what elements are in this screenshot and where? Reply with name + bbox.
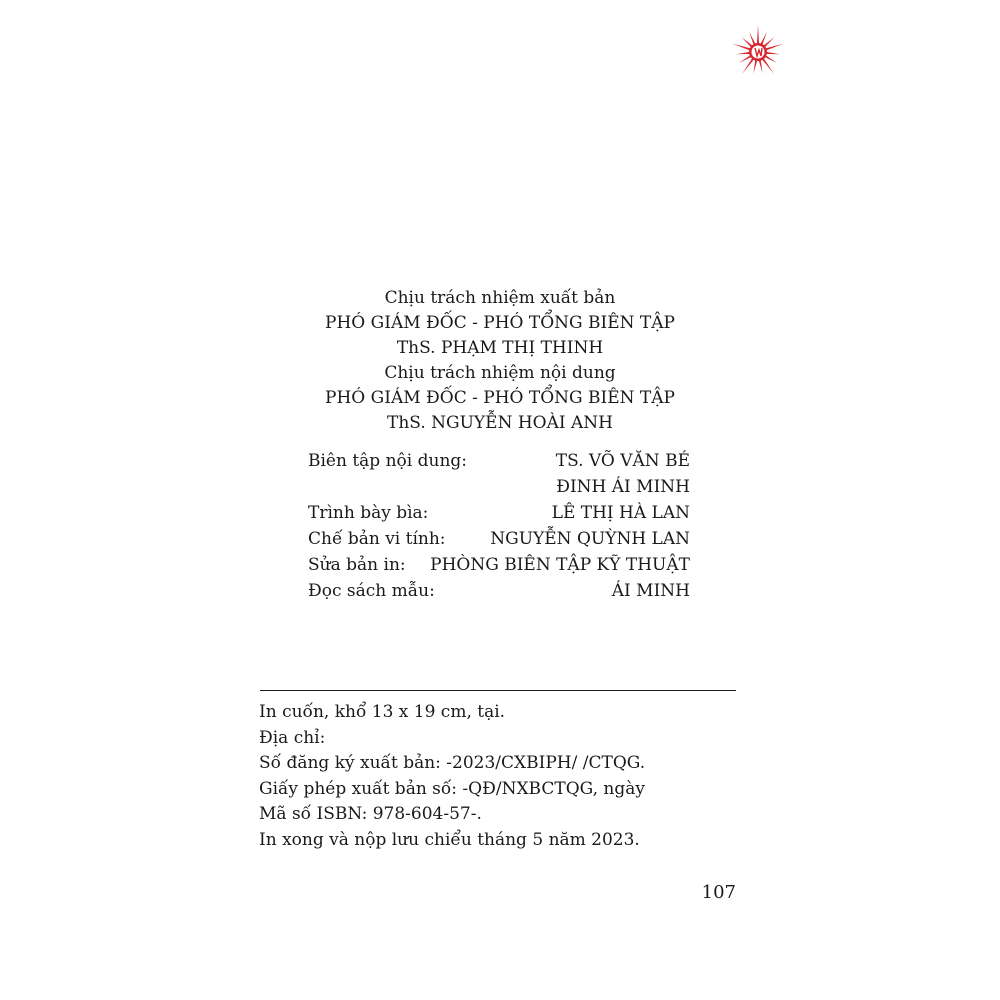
credit-name: ĐINH ÁI MINH: [556, 477, 690, 497]
credit-row: [308, 448, 690, 474]
logo-ray: [757, 25, 759, 45]
credit-name: PHÒNG BIÊN TẬP KỸ THUẬT: [430, 555, 690, 575]
credit-role: Đọc sách mẫu:: [308, 581, 435, 601]
credit-name: ÁI MINH: [611, 581, 690, 601]
publishing-responsibility-label: Chịu trách nhiệm xuất bản: [384, 288, 616, 308]
credit-role: Trình bày bìa:: [308, 503, 429, 523]
credit-row: [308, 578, 690, 604]
credit-role: Chế bản vi tính:: [308, 529, 446, 549]
credit-role: Sửa bản in:: [308, 555, 406, 575]
license-line: Giấy phép xuất bản số: -QĐ/NXBCTQG, ngày: [259, 778, 645, 799]
publishing-responsibility-title: PHÓ GIÁM ĐỐC - PHÓ TỔNG BIÊN TẬP: [325, 313, 675, 333]
credit-role: Biên tập nội dung:: [308, 451, 468, 471]
responsibility-section: [250, 286, 750, 436]
logo-ray: [736, 52, 751, 55]
registration-line: Số đăng ký xuất bản: -2023/CXBIPH/ /CTQG.: [259, 753, 646, 774]
content-responsibility-name: ThS. NGUYỄN HOÀI ANH: [387, 413, 613, 433]
divider: [260, 690, 736, 691]
print-info-line: In cuốn, khổ 13 x 19 cm, tại.: [259, 702, 506, 722]
colophon: [259, 700, 739, 854]
credit-row: [308, 526, 690, 552]
credit-row: [308, 552, 690, 578]
publishing-responsibility-name: ThS. PHẠM THỊ THINH: [396, 338, 604, 358]
logo-ray: [761, 57, 774, 74]
content-responsibility-label: Chịu trách nhiệm nội dung: [384, 363, 616, 383]
credits-list: [308, 448, 690, 604]
logo-ray: [765, 52, 780, 55]
logo-ray: [742, 57, 755, 74]
credit-role: [308, 474, 309, 500]
credit-row: [308, 500, 690, 526]
credit-row: [308, 474, 690, 500]
publisher-star-logo: [728, 22, 788, 80]
content-responsibility-title: PHÓ GIÁM ĐỐC - PHÓ TỔNG BIÊN TẬP: [325, 388, 675, 408]
page-number: 107: [701, 882, 736, 903]
credit-name: LÊ THỊ HÀ LAN: [551, 503, 690, 523]
isbn-line: Mã số ISBN: 978-604-57-.: [259, 804, 482, 825]
credit-name: NGUYỄN QUỲNH LAN: [490, 529, 690, 549]
address-line: Địa chỉ:: [259, 727, 326, 748]
deposit-line: In xong và nộp lưu chiểu tháng 5 năm 2023.: [259, 829, 640, 850]
credit-name: TS. VÕ VĂN BÉ: [555, 451, 690, 471]
